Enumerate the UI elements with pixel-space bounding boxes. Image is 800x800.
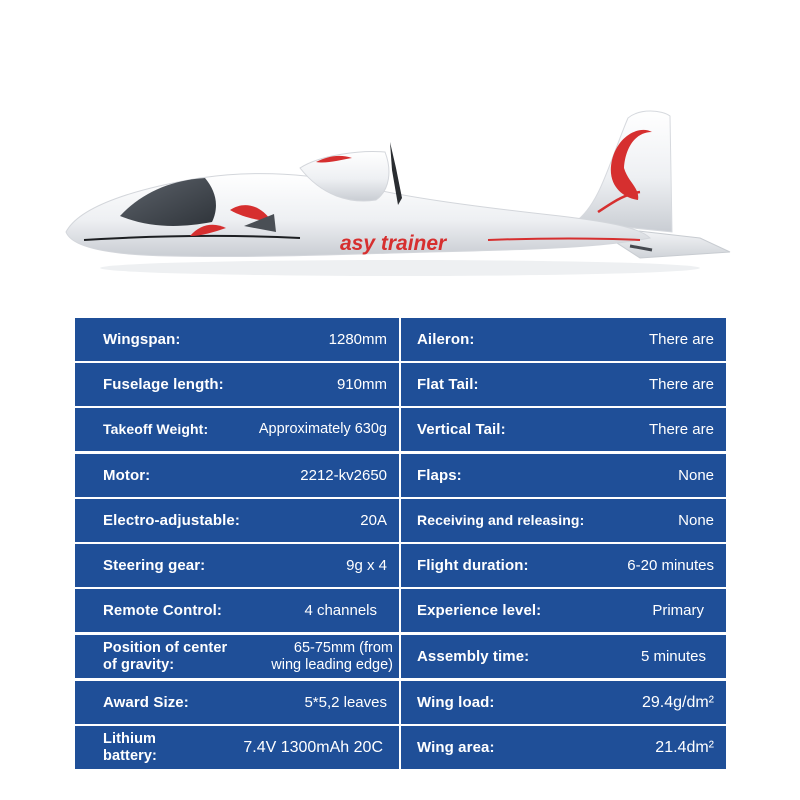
spec-value: 5*5,2 leaves xyxy=(304,694,387,711)
spec-label: Flaps: xyxy=(417,467,462,484)
spec-value: Primary xyxy=(652,602,704,619)
spec-row xyxy=(75,408,726,451)
spec-label: Fuselage length: xyxy=(103,376,224,393)
spec-cell-fuselage-length xyxy=(75,363,399,406)
spec-label: Position of center of gravity: xyxy=(103,639,228,673)
spec-label: Flat Tail: xyxy=(417,376,479,393)
spec-cell-wing-load xyxy=(401,681,726,724)
spec-value: Approximately 630g xyxy=(258,421,387,437)
spec-value: 4 channels xyxy=(304,602,377,619)
spec-row xyxy=(75,544,726,587)
spec-label: Electro-adjustable: xyxy=(103,512,240,529)
spec-row xyxy=(75,635,726,678)
spec-label: Steering gear: xyxy=(103,557,206,574)
spec-label: Motor: xyxy=(103,467,151,484)
product-hero xyxy=(0,0,800,300)
spec-label: Experience level: xyxy=(417,602,542,619)
spec-cell-receiving-releasing xyxy=(401,499,726,542)
spec-label: Wing area: xyxy=(417,739,495,756)
spec-cell-aileron xyxy=(401,318,726,361)
spec-cell-wingspan xyxy=(75,318,399,361)
airplane-illustration xyxy=(0,0,800,300)
spec-value: There are xyxy=(648,421,714,438)
spec-row xyxy=(75,363,726,406)
spec-cell-flaps xyxy=(401,454,726,497)
spec-cell-remote-control xyxy=(75,589,399,632)
spec-value: There are xyxy=(648,331,714,348)
spec-cell-flight-duration xyxy=(401,544,726,587)
spec-row xyxy=(75,726,726,769)
spec-table xyxy=(75,318,726,770)
spec-label: Assembly time: xyxy=(417,648,530,665)
spec-value: 2212-kv2650 xyxy=(300,467,387,484)
spec-value: 65-75mm (from wing leading edge) xyxy=(271,639,393,673)
spec-label: Flight duration: xyxy=(417,557,529,574)
spec-cell-wing-area xyxy=(401,726,726,769)
spec-cell-motor xyxy=(75,454,399,497)
spec-value: None xyxy=(678,467,714,484)
spec-value: 7.4V 1300mAh 20C xyxy=(243,739,383,756)
spec-cell-center-of-gravity xyxy=(75,635,399,678)
spec-cell-award-size xyxy=(75,681,399,724)
spec-label: Vertical Tail: xyxy=(417,421,506,438)
brand-text: asy trainer xyxy=(340,232,447,255)
spec-label: Remote Control: xyxy=(103,602,222,619)
spec-value: None xyxy=(678,512,714,529)
spec-cell-assembly-time xyxy=(401,635,726,678)
spec-value: 29.4g/dm² xyxy=(641,694,714,711)
spec-label: Award Size: xyxy=(103,694,189,711)
spec-cell-vertical-tail xyxy=(401,408,726,451)
spec-value: 20A xyxy=(360,512,387,529)
spec-label: Lithium battery: xyxy=(103,730,157,764)
spec-value: 21.4dm² xyxy=(655,739,714,756)
spec-cell-flat-tail xyxy=(401,363,726,406)
spec-cell-experience-level xyxy=(401,589,726,632)
spec-value: There are xyxy=(648,376,714,393)
spec-row xyxy=(75,589,726,632)
spec-cell-lithium-battery xyxy=(75,726,399,769)
spec-value: 5 minutes xyxy=(640,648,706,665)
spec-label: Receiving and releasing: xyxy=(417,512,585,528)
spec-value: 910mm xyxy=(336,376,387,393)
spec-value: 6-20 minutes xyxy=(627,557,714,574)
spec-label: Wing load: xyxy=(417,694,495,711)
spec-value: 1280mm xyxy=(328,331,387,348)
spec-row xyxy=(75,454,726,497)
spec-label: Takeoff Weight: xyxy=(103,421,209,437)
spec-label: Aileron: xyxy=(417,331,475,348)
spec-row xyxy=(75,681,726,724)
spec-row xyxy=(75,499,726,542)
spec-cell-steering-gear xyxy=(75,544,399,587)
spec-cell-takeoff-weight xyxy=(75,408,399,451)
spec-label: Wingspan: xyxy=(103,331,181,348)
spec-value: 9g x 4 xyxy=(346,557,387,574)
spec-cell-electro-adjustable xyxy=(75,499,399,542)
spec-row xyxy=(75,318,726,361)
